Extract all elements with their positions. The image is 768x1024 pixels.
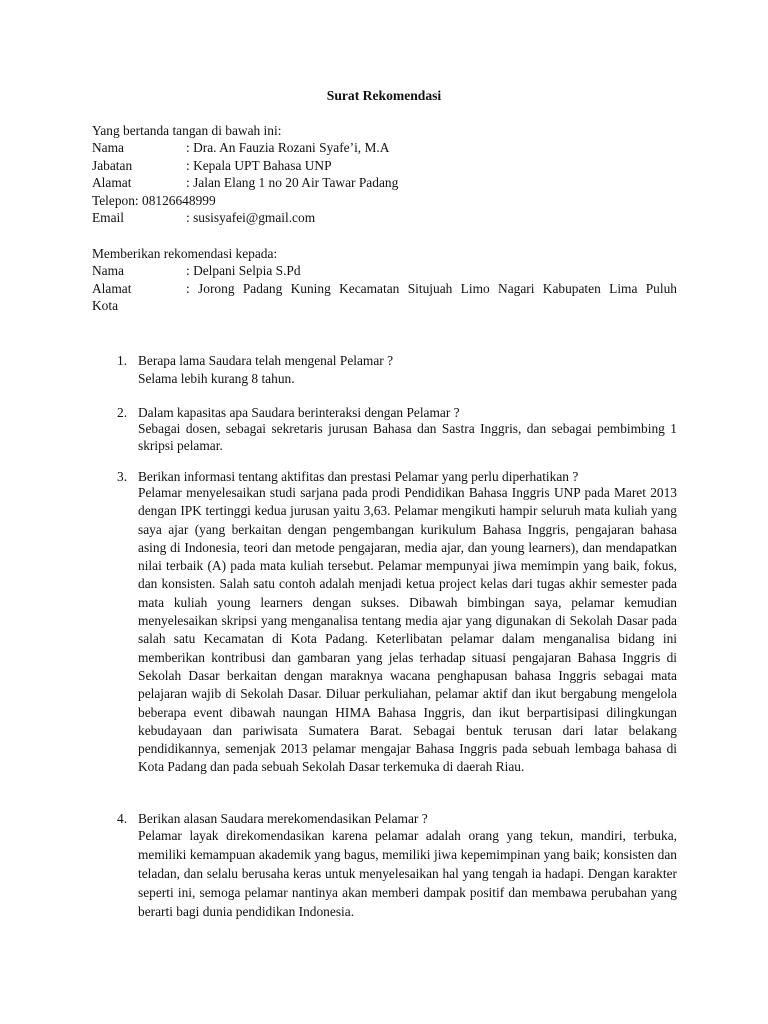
question-number: 2. bbox=[117, 405, 128, 420]
question-text: Dalam kapasitas apa Saudara berinteraksi dengan Pelamar ? bbox=[138, 405, 460, 420]
recipient-address-label: Alamat bbox=[92, 280, 132, 296]
answer-text: Sebagai dosen, sebagai sekretaris jurusan Bahasa dan Sastra Inggris, dan sebagai pembimbing 1 skripsi pelamar. bbox=[138, 421, 677, 454]
signer-address-value: : Jalan Elang 1 no 20 Air Tawar Padang bbox=[186, 175, 399, 191]
recipient-name-row bbox=[92, 262, 677, 279]
answer-text: Selama lebih kurang 8 tahun. bbox=[138, 371, 295, 386]
signer-position-label: Jabatan bbox=[92, 157, 133, 173]
question-text: Berikan alasan Saudara merekomendasikan Pelamar ? bbox=[138, 811, 428, 826]
recipient-section bbox=[92, 245, 677, 315]
answer-text: Pelamar layak direkomendasikan karena pelamar adalah orang yang tekun, mandiri, terbuka, memiliki kemampuan akademik yang bagus, memiliki jiwa kepemimpinan yang baik; konsisten dan teladan, dan selalu berusaha keras untuk menyelesaikan hal yang tengah ia hadapi. Dengan karakter seperti ini, semoga pelamar nantinya akan memberi dampak positif dan membawa perubahan yang berarti bagi dunia pendidikan Indonesia. bbox=[138, 828, 677, 919]
recipient-name-value: : Delpani Selpia S.Pd bbox=[186, 263, 301, 279]
page-title: Surat Rekomendasi bbox=[326, 88, 442, 103]
signer-name-value: : Dra. An Fauzia Rozani Syafe’i, M.A bbox=[186, 140, 390, 156]
signer-address-row bbox=[92, 174, 677, 191]
signer-section bbox=[92, 122, 677, 226]
recipient-intro: Memberikan rekomendasi kepada: bbox=[92, 246, 278, 261]
signer-position-value: : Kepala UPT Bahasa UNP bbox=[186, 157, 332, 173]
question-number: 3. bbox=[117, 469, 128, 484]
signer-email-value: : susisyafei@gmail.com bbox=[186, 209, 316, 225]
question-text: Berapa lama Saudara telah mengenal Pelamar ? bbox=[138, 353, 394, 368]
signer-email-row bbox=[92, 209, 677, 226]
signer-email-label: Email bbox=[92, 209, 124, 225]
question-number: 4. bbox=[117, 811, 128, 826]
signer-name-label: Nama bbox=[92, 140, 124, 156]
signer-position-row bbox=[92, 157, 677, 174]
signer-phone: Telepon: 08126648999 bbox=[92, 192, 216, 208]
recipient-name-label: Nama bbox=[92, 263, 124, 279]
question-number: 1. bbox=[117, 353, 128, 368]
recipient-address-value: : Jorong Padang Kuning Kecamatan Situjuah Limo Nagari Kabupaten Lima Puluh bbox=[186, 280, 677, 296]
signer-address-label: Alamat bbox=[92, 175, 132, 191]
recipient-address-row bbox=[92, 280, 677, 297]
signer-name-row bbox=[92, 139, 677, 156]
recipient-address-cont: Kota bbox=[92, 298, 119, 314]
question-text: Berikan informasi tentang aktifitas dan prestasi Pelamar yang perlu diperhatikan ? bbox=[138, 469, 579, 484]
answer-text: Pelamar menyelesaikan studi sarjana pada prodi Pendidikan Bahasa Inggris UNP pada Maret 2013 dengan IPK tertinggi kedua jurusan yaitu 3,63. Pelamar mengikuti hampir seluruh mata kuliah yang saya ajar (yang berkaitan dengan pengembangan kurikulum Bahasa Inggris, pengajaran bahasa asing di Indonesia, teori dan metode pengajaran, media ajar, dan young learners), dan mendapatkan nilai terbaik (A) pada mata kuliah tersebut. Pelamar mempunyai jiwa memimpin yang baik, fokus, dan konsisten. Salah satu contoh adalah menjadi ketua project kelas dari tugas akhir semester pada mata kuliah young learners dengan sukses. Dibawah bimbingan saya, pelamar kemudian menyelesaikan skripsi yang menganalisa tentang media ajar yang digunakan di Sekolah Dasar pada salah satu Kecamatan di Kota Padang. Keterlibatan pelamar dalam menganalisa bidang ini memberikan kontribusi dan gambaran yang jelas terhadap situasi pengajaran Bahasa Inggris di Sekolah Dasar berkaitan dengan maraknya wacana penghapusan bahasa Inggris sebagai mata pelajaran wajib di Sekolah Dasar. Diluar perkuliahan, pelamar aktif dan ikut bergabung mengelola beberapa event dibawah naungan HIMA Bahasa Inggris, dan ikut berpartisipasi dilingkungan kebudayaan dan pariwisata Sumatera Barat. Sebagai bentuk terusan dari latar belakang pendidikannya, semenjak 2013 pelamar mengajar Bahasa Inggris pada sebuah lembaga bahasa di Kota Padang dan pada sebuah Sekolah Dasar terkemuka di daerah Riau. bbox=[138, 485, 677, 775]
signer-intro: Yang bertanda tangan di bawah ini: bbox=[92, 123, 282, 138]
